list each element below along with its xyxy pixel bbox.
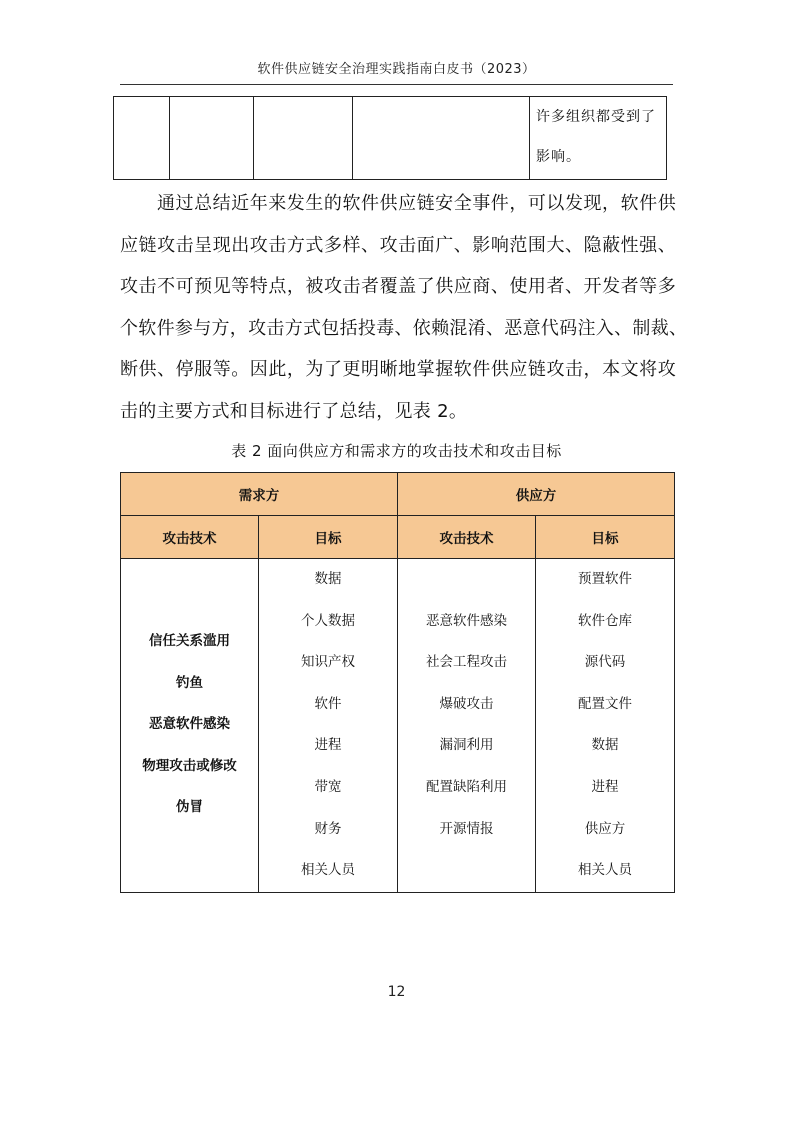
continued-table — [113, 96, 667, 180]
supply-target-item: 预置软件 — [578, 571, 632, 587]
continued-table-cell — [170, 97, 254, 180]
demand-target-item: 相关人员 — [301, 862, 355, 879]
demand-target-item: 个人数据 — [301, 612, 355, 629]
paragraph-line: 个软件参与方，攻击方式包括投毒、依赖混淆、恶意代码注入、制裁、 — [120, 317, 688, 339]
header-supply-target: 目标 — [536, 516, 675, 559]
header-demand: 需求方 — [121, 473, 398, 516]
supply-target-item: 相关人员 — [578, 862, 632, 879]
paragraph-line: 应链攻击呈现出攻击方式多样、攻击面广、影响范围大、隐蔽性强、 — [120, 234, 676, 256]
demand-target-cell — [259, 559, 398, 893]
supply-target-item: 进程 — [591, 778, 619, 795]
supply-tech-item: 开源情报 — [439, 820, 494, 837]
table-caption: 表 2 面向供应方和需求方的攻击技术和攻击目标 — [231, 442, 562, 460]
continued-table-cell — [353, 97, 530, 180]
header-supply: 供应方 — [398, 473, 675, 516]
attack-table — [120, 472, 675, 893]
paragraph-line: 攻击不可预见等特点，被攻击者覆盖了供应商、使用者、开发者等多 — [120, 276, 676, 297]
header-demand-tech: 攻击技术 — [121, 516, 259, 559]
paragraph-line: 断供、停服等。因此，为了更明晰地掌握软件供应链攻击，本文将攻 — [120, 359, 676, 380]
supply-tech-item: 恶意软件感染 — [426, 612, 507, 629]
demand-tech-item: 钓鱼 — [176, 674, 203, 691]
demand-target-item: 带宽 — [314, 778, 342, 795]
demand-target-item: 软件 — [314, 695, 342, 712]
demand-tech-item: 恶意软件感染 — [149, 716, 230, 733]
running-header: 软件供应链安全治理实践指南白皮书（2023） — [257, 62, 536, 77]
supply-target-cell — [536, 559, 675, 893]
demand-tech-cell — [121, 559, 259, 893]
demand-tech-item: 伪冒 — [176, 799, 203, 816]
header-supply-tech: 攻击技术 — [398, 516, 536, 559]
continued-cell-line: 许多组织都受到了 — [536, 109, 656, 125]
paragraph-line: 通过总结近年来发生的软件供应链安全事件，可以发现，软件供 — [157, 193, 676, 214]
header-demand-target: 目标 — [259, 516, 398, 559]
supply-target-item: 源代码 — [584, 654, 626, 671]
header-rule — [120, 84, 673, 85]
page-number: 12 — [387, 984, 406, 1000]
supply-target-item: 数据 — [591, 737, 619, 754]
supply-tech-item: 配置缺陷利用 — [426, 778, 507, 795]
supply-tech-cell — [398, 559, 536, 893]
supply-target-item: 软件仓库 — [578, 612, 632, 629]
body-paragraph — [120, 183, 688, 432]
demand-tech-item: 物理攻击或修改 — [142, 757, 237, 774]
continued-cell-line: 影响。 — [536, 149, 581, 165]
supply-target-item: 配置文件 — [578, 695, 632, 712]
supply-tech-item: 爆破攻击 — [439, 695, 494, 712]
continued-table-cell — [254, 97, 353, 180]
continued-table-cell — [114, 97, 170, 180]
supply-tech-item: 漏洞利用 — [439, 737, 494, 754]
demand-target-item: 财务 — [314, 820, 342, 837]
supply-tech-item: 社会工程攻击 — [426, 654, 507, 671]
demand-target-item: 数据 — [314, 571, 342, 587]
demand-tech-item: 信任关系滥用 — [149, 633, 230, 649]
paragraph-line: 击的主要方式和目标进行了总结，见表 2。 — [120, 400, 468, 422]
demand-target-item: 知识产权 — [301, 654, 355, 671]
supply-target-item: 供应方 — [584, 820, 626, 837]
demand-target-item: 进程 — [314, 737, 342, 754]
continued-table-cell — [530, 97, 667, 180]
